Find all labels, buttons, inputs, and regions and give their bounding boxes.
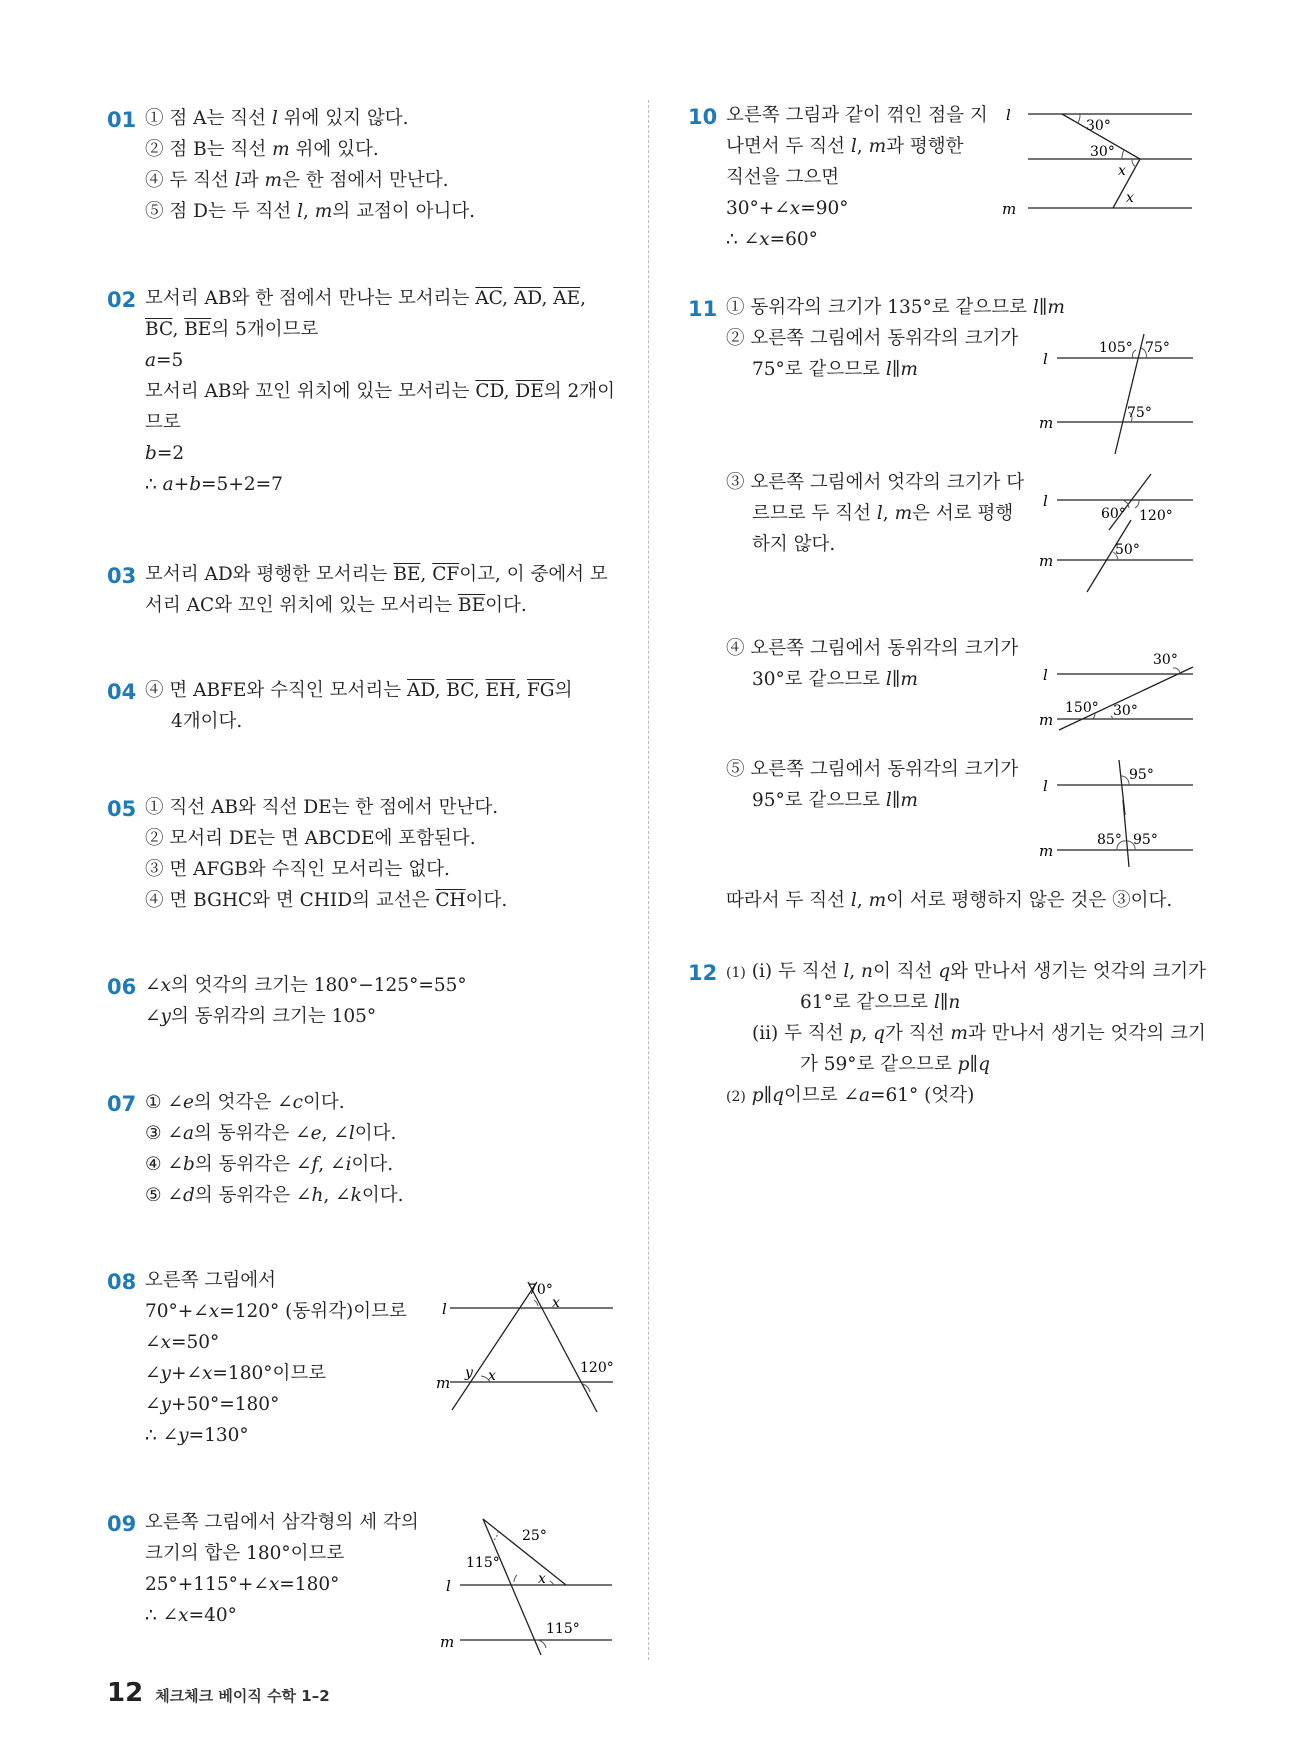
answer-line: 61°로 같으므로 l∥n [800, 992, 961, 1013]
book-title: 체크체크 베이직 수학 1–2 [155, 1687, 330, 1705]
answer-line: 70°+∠x=120° (동위각)이므로 [145, 1301, 407, 1322]
figure-11-3 [1035, 470, 1205, 600]
label-l: l [1043, 492, 1048, 510]
figure-09 [440, 1505, 620, 1665]
answer-line: 모서리 AB와 한 점에서 만나는 모서리는 $\overline{AC}$, $\overline{AD}$, $\overline{AE}$, [145, 288, 587, 309]
page-number: 12 [107, 1678, 144, 1708]
answer-line: (2) p∥q이므로 ∠a=61° (엇각) [726, 1085, 975, 1106]
answer-line: ⑤ 점 D는 두 직선 l, m의 교점이 아니다. [145, 201, 476, 222]
label-l: l [446, 1577, 451, 1595]
figure-08 [430, 1262, 620, 1422]
answer-line: 모서리 AD와 평행한 모서리는 $\overline{BE}$, $\overline{CF}$이고, 이 중에서 모 [145, 564, 608, 585]
figure-11-5 [1035, 755, 1205, 870]
angle-x-label-lower: x [488, 1368, 496, 1384]
label-m: m [1002, 200, 1017, 218]
label-m: m [1039, 842, 1054, 860]
angle-30-lower-label: 30° [1090, 144, 1115, 160]
answer-line: ∠x의 엇각의 크기는 180°−125°=55° [145, 975, 467, 996]
answer-line: 30°로 같으므로 l∥m [752, 669, 918, 690]
problem-number: 02 [107, 288, 137, 312]
angle-150-label: 150° [1065, 700, 1099, 716]
angle-115-lower-label: 115° [546, 1621, 580, 1637]
answer-line: 75°로 같으므로 l∥m [752, 359, 918, 380]
answer-line: 오른쪽 그림에서 삼각형의 세 각의 [145, 1512, 419, 1533]
angle-75-lower-label: 75° [1127, 405, 1152, 421]
angle-105-label: 105° [1099, 340, 1133, 356]
angle-30-upper-label: 30° [1153, 652, 1178, 668]
answer-line: 오른쪽 그림에서 [145, 1270, 276, 1291]
figure-11-2 [1035, 330, 1205, 460]
label-l: l [1043, 777, 1048, 795]
answer-line: ③ 면 AFGB와 수직인 모서리는 없다. [145, 859, 450, 880]
angle-x-label: x [538, 1571, 546, 1587]
answer-line: ∠x=50° [145, 1332, 220, 1353]
answer-line: ⑤ 오른쪽 그림에서 동위각의 크기가 [726, 759, 1019, 780]
angle-30-lower-label: 30° [1113, 703, 1138, 719]
answer-line: (1) (ⅰ) 두 직선 l, n이 직선 q와 만나서 생기는 엇각의 크기가 [726, 961, 1207, 982]
answer-line: ∠y+∠x=180°이므로 [145, 1363, 327, 1384]
problem-number: 03 [107, 564, 137, 588]
angle-x-lower-label: x [1126, 190, 1134, 206]
angle-30-upper-label: 30° [1086, 118, 1111, 134]
label-m: m [1039, 711, 1054, 729]
transversal-left [452, 1282, 537, 1410]
answer-line: ∴ ∠x=40° [145, 1605, 237, 1626]
transversal [1059, 667, 1193, 730]
problem-number: 12 [688, 961, 718, 985]
figure-11-4 [1035, 640, 1205, 740]
angle-60-label: 60° [1101, 506, 1126, 522]
angle-120-label: 120° [580, 1360, 614, 1376]
answer-line: 나면서 두 직선 l, m과 평행한 [726, 136, 964, 157]
angle-x-label: x [552, 1295, 560, 1311]
answer-line: (ⅱ) 두 직선 p, q가 직선 m과 만나서 생기는 엇각의 크기 [752, 1023, 1206, 1044]
angle-x-upper-label: x [1118, 163, 1126, 179]
answer-line: 므로 [145, 412, 181, 433]
answer-line: b=2 [145, 443, 185, 464]
answer-line: ④ 두 직선 l과 m은 한 점에서 만난다. [145, 170, 449, 191]
answer-line: ② 점 B는 직선 m 위에 있다. [145, 139, 379, 160]
problem-number: 08 [107, 1270, 137, 1294]
answer-line: $\overline{BC}$, $\overline{BE}$의 5개이므로 [145, 319, 319, 340]
answer-line: 서리 AC와 꼬인 위치에 있는 모서리는 $\overline{BE}$이다. [145, 595, 527, 616]
answer-line: ∴ ∠y=130° [145, 1425, 249, 1446]
problem-number: 04 [107, 680, 137, 704]
answer-line: ② 오른쪽 그림에서 동위각의 크기가 [726, 328, 1019, 349]
answer-line: ① ∠e의 엇각은 ∠c이다. [145, 1092, 345, 1113]
answer-line: ∴ a+b=5+2=7 [145, 474, 283, 495]
answer-line: ∠y+50°=180° [145, 1394, 280, 1415]
answer-line: ① 점 A는 직선 l 위에 있지 않다. [145, 108, 409, 129]
angle-y-label: y [465, 1365, 473, 1381]
answer-line: 4개이다. [171, 711, 243, 732]
angle-75-upper-label: 75° [1145, 340, 1170, 356]
problem-number: 01 [107, 108, 137, 132]
angle-95-upper-label: 95° [1129, 767, 1154, 783]
answer-line: 르므로 두 직선 l, m은 서로 평행 [752, 503, 1014, 524]
answer-line: a=5 [145, 350, 184, 371]
label-m: m [440, 1633, 455, 1651]
angle-120-label: 120° [1139, 508, 1173, 524]
answer-line: 가 59°로 같으므로 p∥q [800, 1054, 990, 1075]
angle-115-label: 115° [466, 1555, 500, 1571]
transversal-right [528, 1282, 597, 1412]
answer-line: ⑤ ∠d의 동위각은 ∠h, ∠k이다. [145, 1185, 404, 1206]
angle-50-label: 50° [1115, 542, 1140, 558]
answer-line: 30°+∠x=90° [726, 198, 849, 219]
answer-line: 모서리 AB와 꼬인 위치에 있는 모서리는 $\overline{CD}$, $\overline{DE}$의 2개이 [145, 381, 616, 402]
transversal-lower [1123, 800, 1129, 867]
answer-line: ① 직선 AB와 직선 DE는 한 점에서 만난다. [145, 797, 499, 818]
label-l: l [1043, 666, 1048, 684]
angle-70-label: 70° [528, 1282, 553, 1298]
label-l: l [442, 1300, 447, 1318]
answer-line: 25°+115°+∠x=180° [145, 1574, 340, 1595]
answer-line: 따라서 두 직선 l, m이 서로 평행하지 않은 것은 ③이다. [726, 890, 1173, 911]
answer-line: ① 동위각의 크기가 135°로 같으므로 l∥m [726, 297, 1065, 318]
answer-line: ③ ∠a의 동위각은 ∠e, ∠l이다. [145, 1123, 397, 1144]
answer-line: ④ 오른쪽 그림에서 동위각의 크기가 [726, 638, 1019, 659]
answer-line: ∠y의 동위각의 크기는 105° [145, 1006, 377, 1027]
problem-number: 11 [688, 297, 718, 321]
problem-number: 10 [688, 105, 718, 129]
answer-line: ∴ ∠x=60° [726, 229, 818, 250]
page-footer [107, 1678, 330, 1708]
answer-line: ④ ∠b의 동위각은 ∠f, ∠i이다. [145, 1154, 394, 1175]
answer-line: 하지 않다. [752, 534, 836, 555]
angle-25-label: 25° [522, 1528, 547, 1544]
angle-85-label: 85° [1097, 832, 1122, 848]
answer-line: ④ 면 ABFE와 수직인 모서리는 $\overline{AD}$, $\overline{BC}$, $\overline{EH}$, $\overline{FG}$의 [145, 680, 573, 701]
problem-number: 05 [107, 797, 137, 821]
label-l: l [1006, 106, 1011, 124]
problem-number: 07 [107, 1092, 137, 1116]
problem-number: 09 [107, 1512, 137, 1536]
answer-line: 직선을 그으면 [726, 167, 840, 188]
label-l: l [1043, 350, 1048, 368]
answer-line: 오른쪽 그림과 같이 꺾인 점을 지 [726, 105, 988, 126]
answer-line: ④ 면 BGHC와 면 CHID의 교선은 $\overline{CH}$이다. [145, 890, 508, 911]
column-divider [648, 100, 649, 1660]
answer-line: ③ 오른쪽 그림에서 엇각의 크기가 다 [726, 472, 1025, 493]
label-m: m [1039, 414, 1054, 432]
answer-line: 크기의 합은 180°이므로 [145, 1543, 345, 1564]
label-m: m [1039, 552, 1054, 570]
answer-line: ② 모서리 DE는 면 ABCDE에 포함된다. [145, 828, 476, 849]
figure-10 [1000, 100, 1200, 220]
angle-95-lower-label: 95° [1133, 832, 1158, 848]
problem-number: 06 [107, 975, 137, 999]
label-m: m [436, 1374, 451, 1392]
answer-line: 95°로 같으므로 l∥m [752, 790, 918, 811]
